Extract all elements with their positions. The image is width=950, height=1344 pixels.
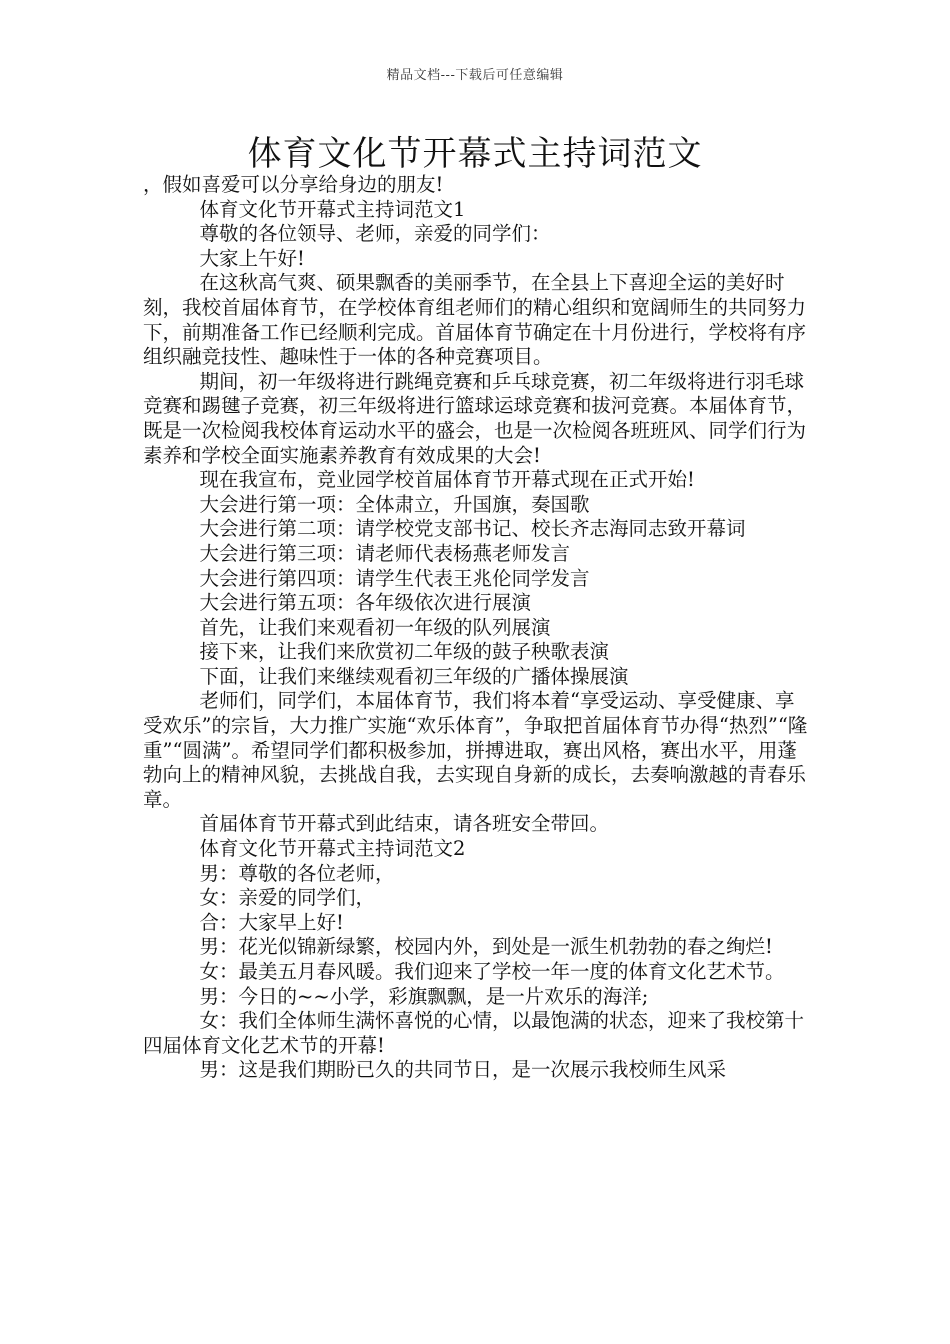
paragraph: 合：大家早上好! [199, 910, 344, 934]
page-header: 精品文档---下载后可任意编辑 [386, 68, 564, 83]
paragraph: 大会进行第一项：全体肃立，升国旗，奏国歌 [199, 492, 590, 516]
paragraph: 女：我们全体师生满怀喜悦的心情，以最饱满的状态，迎来了我校第十四届体育文化艺术节的开幕! [143, 1009, 805, 1057]
paragraph: 男：今日的~~小学，彩旗飘飘，是一片欢乐的海洋; [199, 984, 649, 1008]
paragraph: 女：最美五月春风暖。我们迎来了学校一年一度的体育文化艺术节。 [199, 960, 785, 983]
paragraph: 男：尊敬的各位老师， [199, 861, 395, 885]
document-title: 体育文化节开幕式主持词范文 [247, 134, 703, 174]
paragraph: 大家上午好! [199, 246, 305, 270]
paragraph: 大会进行第三项：请老师代表杨燕老师发言 [199, 541, 571, 565]
paragraph: 首先，让我们来观看初一年级的队列展演 [199, 615, 551, 639]
section-heading: 体育文化节开幕式主持词范文2 [199, 837, 466, 861]
paragraph: 首届体育节开幕式到此结束，请各班安全带回。 [199, 812, 610, 836]
paragraph: 下面，让我们来继续观看初三年级的广播体操展演 [199, 664, 629, 688]
paragraph: 尊敬的各位领导、老师，亲爱的同学们： [199, 222, 551, 246]
paragraph: 在这秋高气爽、硕果飘香的美丽季节，在全县上下喜迎全运的美好时刻，我校首届体育节，在学校体育组老师们的精心组织和宽阔师生的共同努力下，前期准备工作已经顺利完成。首届体育节确定在十月份进行，学校将有序组织融竞技性、趣味性于一体的各种竞赛项目。 [143, 271, 807, 369]
paragraph: 大会进行第四项：请学生代表王兆伦同学发言 [199, 566, 590, 590]
paragraph: 大会进行第五项：各年级依次进行展演 [199, 591, 532, 615]
paragraph: 期间，初一年级将进行跳绳竞赛和乒乓球竞赛，初二年级将进行羽毛球竞赛和踢毽子竞赛，初三年级将进行篮球运球竞赛和拔河竞赛。本届体育节，既是一次检阅我校体育运动水平的盛会，也是一次检阅各班班风、同学们行为素养和学校全面实施素养教育有效成果的大会! [143, 369, 807, 467]
paragraph: 老师们，同学们，本届体育节，我们将本着“享受运动、享受健康、享受欢乐”的宗旨，大力推广实施“欢乐体育”，争取把首届体育节办得“热烈”“隆重”“圆满”。希望同学们都积极参加，拼搏进取，赛出风格，赛出水平，用蓬勃向上的精神风貌，去挑战自我，去实现自身新的成长，去奏响激越的青春乐章。 [143, 689, 808, 811]
paragraph: ，假如喜爱可以分享给身边的朋友! [143, 173, 444, 196]
paragraph: 男：这是我们期盼已久的共同节日，是一次展示我校师生风采 [199, 1058, 727, 1082]
paragraph: 女：亲爱的同学们， [199, 886, 376, 910]
paragraph: 现在我宣布，竞业园学校首届体育节开幕式现在正式开始! [199, 468, 695, 492]
document-body [143, 173, 813, 1083]
paragraph: 男：花光似锦新绿繁，校园内外，到处是一派生机勃勃的春之绚烂! [199, 935, 773, 959]
paragraph: 大会进行第二项：请学校党支部书记、校长齐志海同志致开幕词 [199, 517, 746, 541]
section-heading: 体育文化节开幕式主持词范文1 [199, 197, 466, 221]
paragraph: 接下来，让我们来欣赏初二年级的鼓子秧歌表演 [199, 640, 610, 664]
